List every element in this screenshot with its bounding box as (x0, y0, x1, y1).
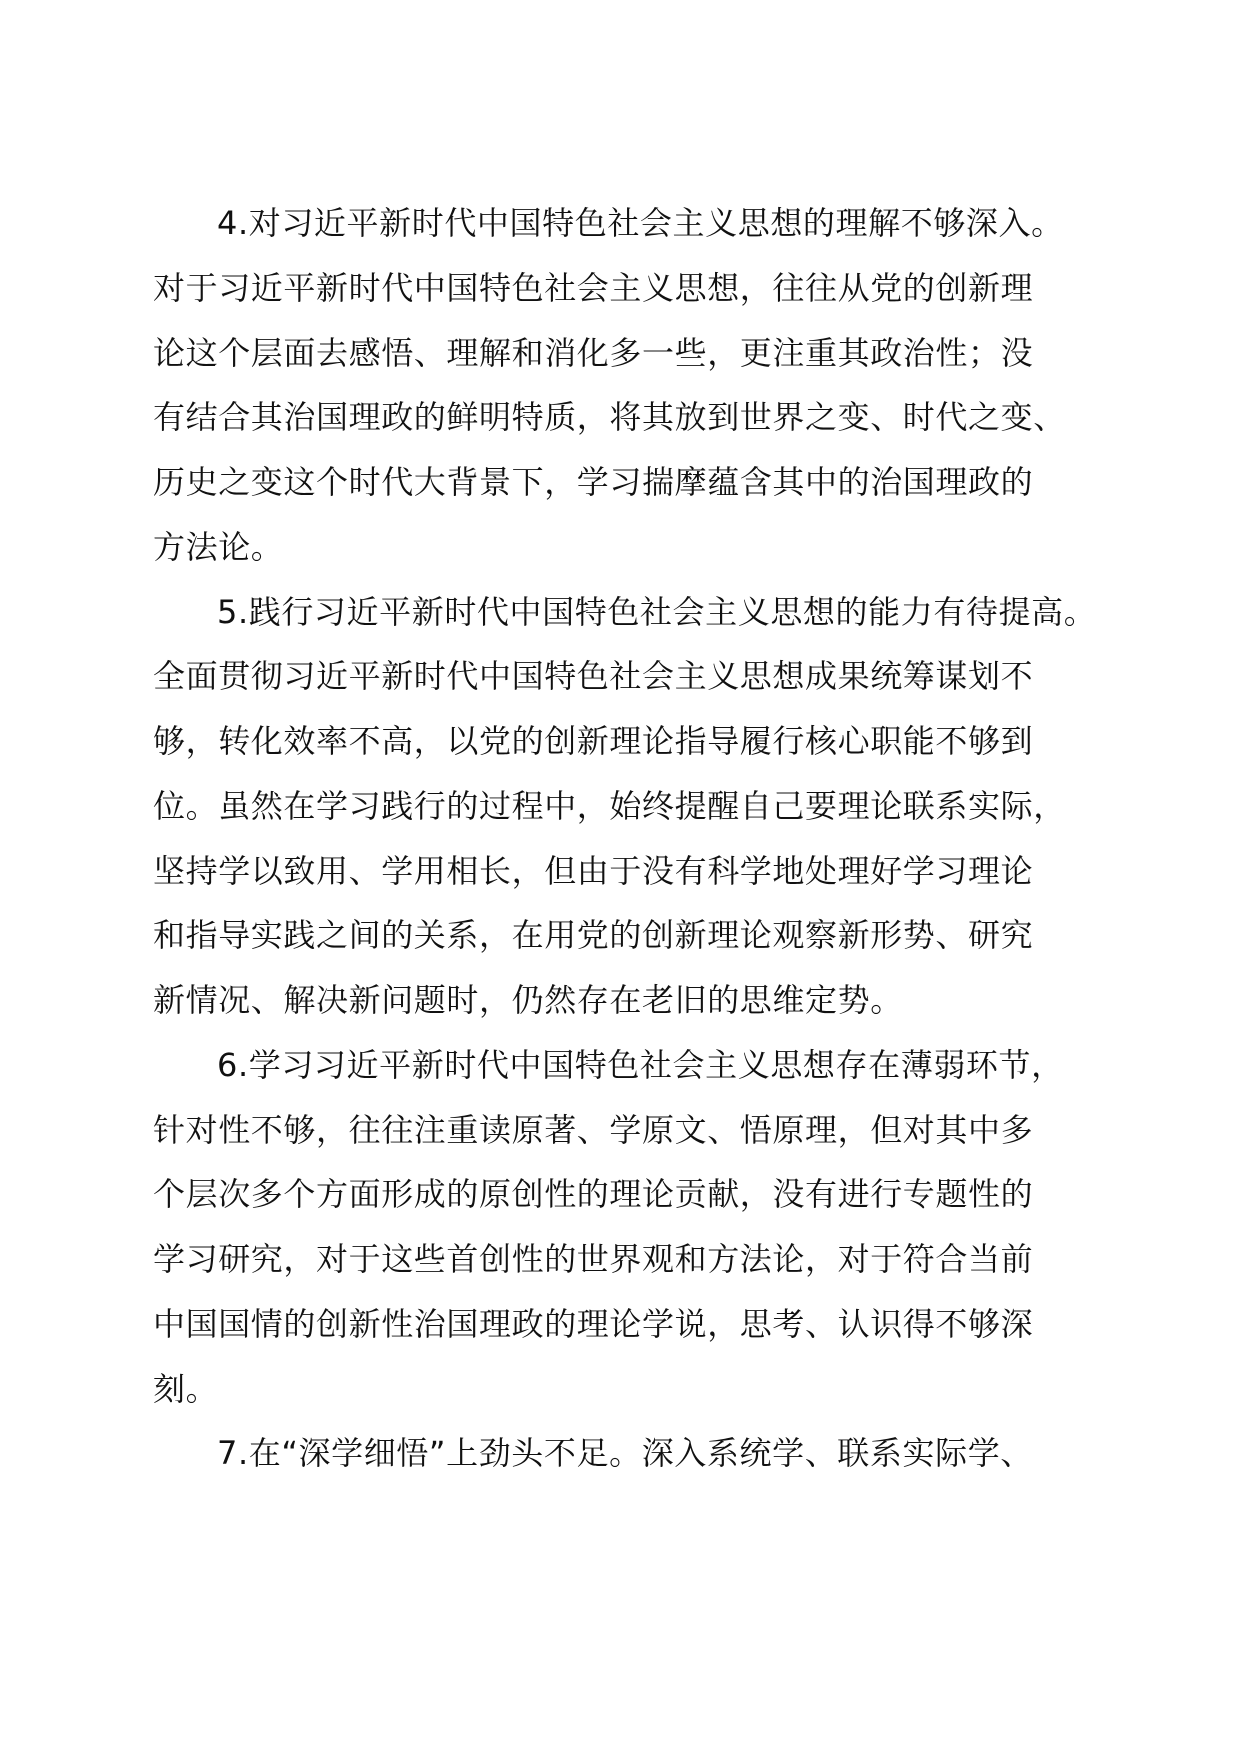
text-line: 刻。 (153, 1369, 219, 1408)
body-text (153, 191, 1113, 1486)
paragraph-6-heading-line: 6.学习习近平新时代中国特色社会主义思想存在薄弱环节， (217, 1045, 1064, 1084)
text-line: 和指导实践之间的关系，在用党的创新理论观察新形势、研究 (153, 916, 1034, 955)
text-line: 有结合其治国理政的鲜明特质，将其放到世界之变、时代之变、 (153, 398, 1066, 437)
text-line: 中国国情的创新性治国理政的理论学说，思考、认识得不够深 (153, 1304, 1034, 1343)
paragraph-7-heading-line: 7.在“深学细悟”上劲头不足。深入系统学、联系实际学、 (217, 1434, 1033, 1473)
text-line: 论这个层面去感悟、理解和消化多一些，更注重其政治性；没 (153, 333, 1034, 372)
paragraph-4-heading-line: 4.对习近平新时代中国特色社会主义思想的理解不够深入。 (217, 204, 1064, 242)
text-line: 学习研究，对于这些首创性的世界观和方法论，对于符合当前 (153, 1240, 1034, 1278)
text-line: 历史之变这个时代大背景下，学习揣摩蕴含其中的治国理政的 (153, 463, 1034, 501)
text-line: 新情况、解决新问题时，仍然存在老旧的思维定势。 (153, 981, 903, 1019)
text-line: 方法论。 (153, 527, 284, 566)
text-line: 全面贯彻习近平新时代中国特色社会主义思想成果统筹谋划不 (153, 657, 1034, 696)
paragraph-5-heading-line: 5.践行习近平新时代中国特色社会主义思想的能力有待提高。 (217, 592, 1097, 631)
text-line: 针对性不够，往往注重读原著、学原文、悟原理，但对其中多 (153, 1110, 1034, 1149)
text-line: 对于习近平新时代中国特色社会主义思想，往往从党的创新理 (153, 268, 1034, 307)
text-line: 坚持学以致用、学用相长，但由于没有科学地处理好学习理论 (153, 851, 1034, 890)
text-line: 个层次多个方面形成的原创性的理论贡献，没有进行专题性的 (153, 1175, 1034, 1214)
text-line: 够，转化效率不高，以党的创新理论指导履行核心职能不够到 (153, 722, 1034, 760)
text-line: 位。虽然在学习践行的过程中，始终提醒自己要理论联系实际， (153, 786, 1066, 825)
